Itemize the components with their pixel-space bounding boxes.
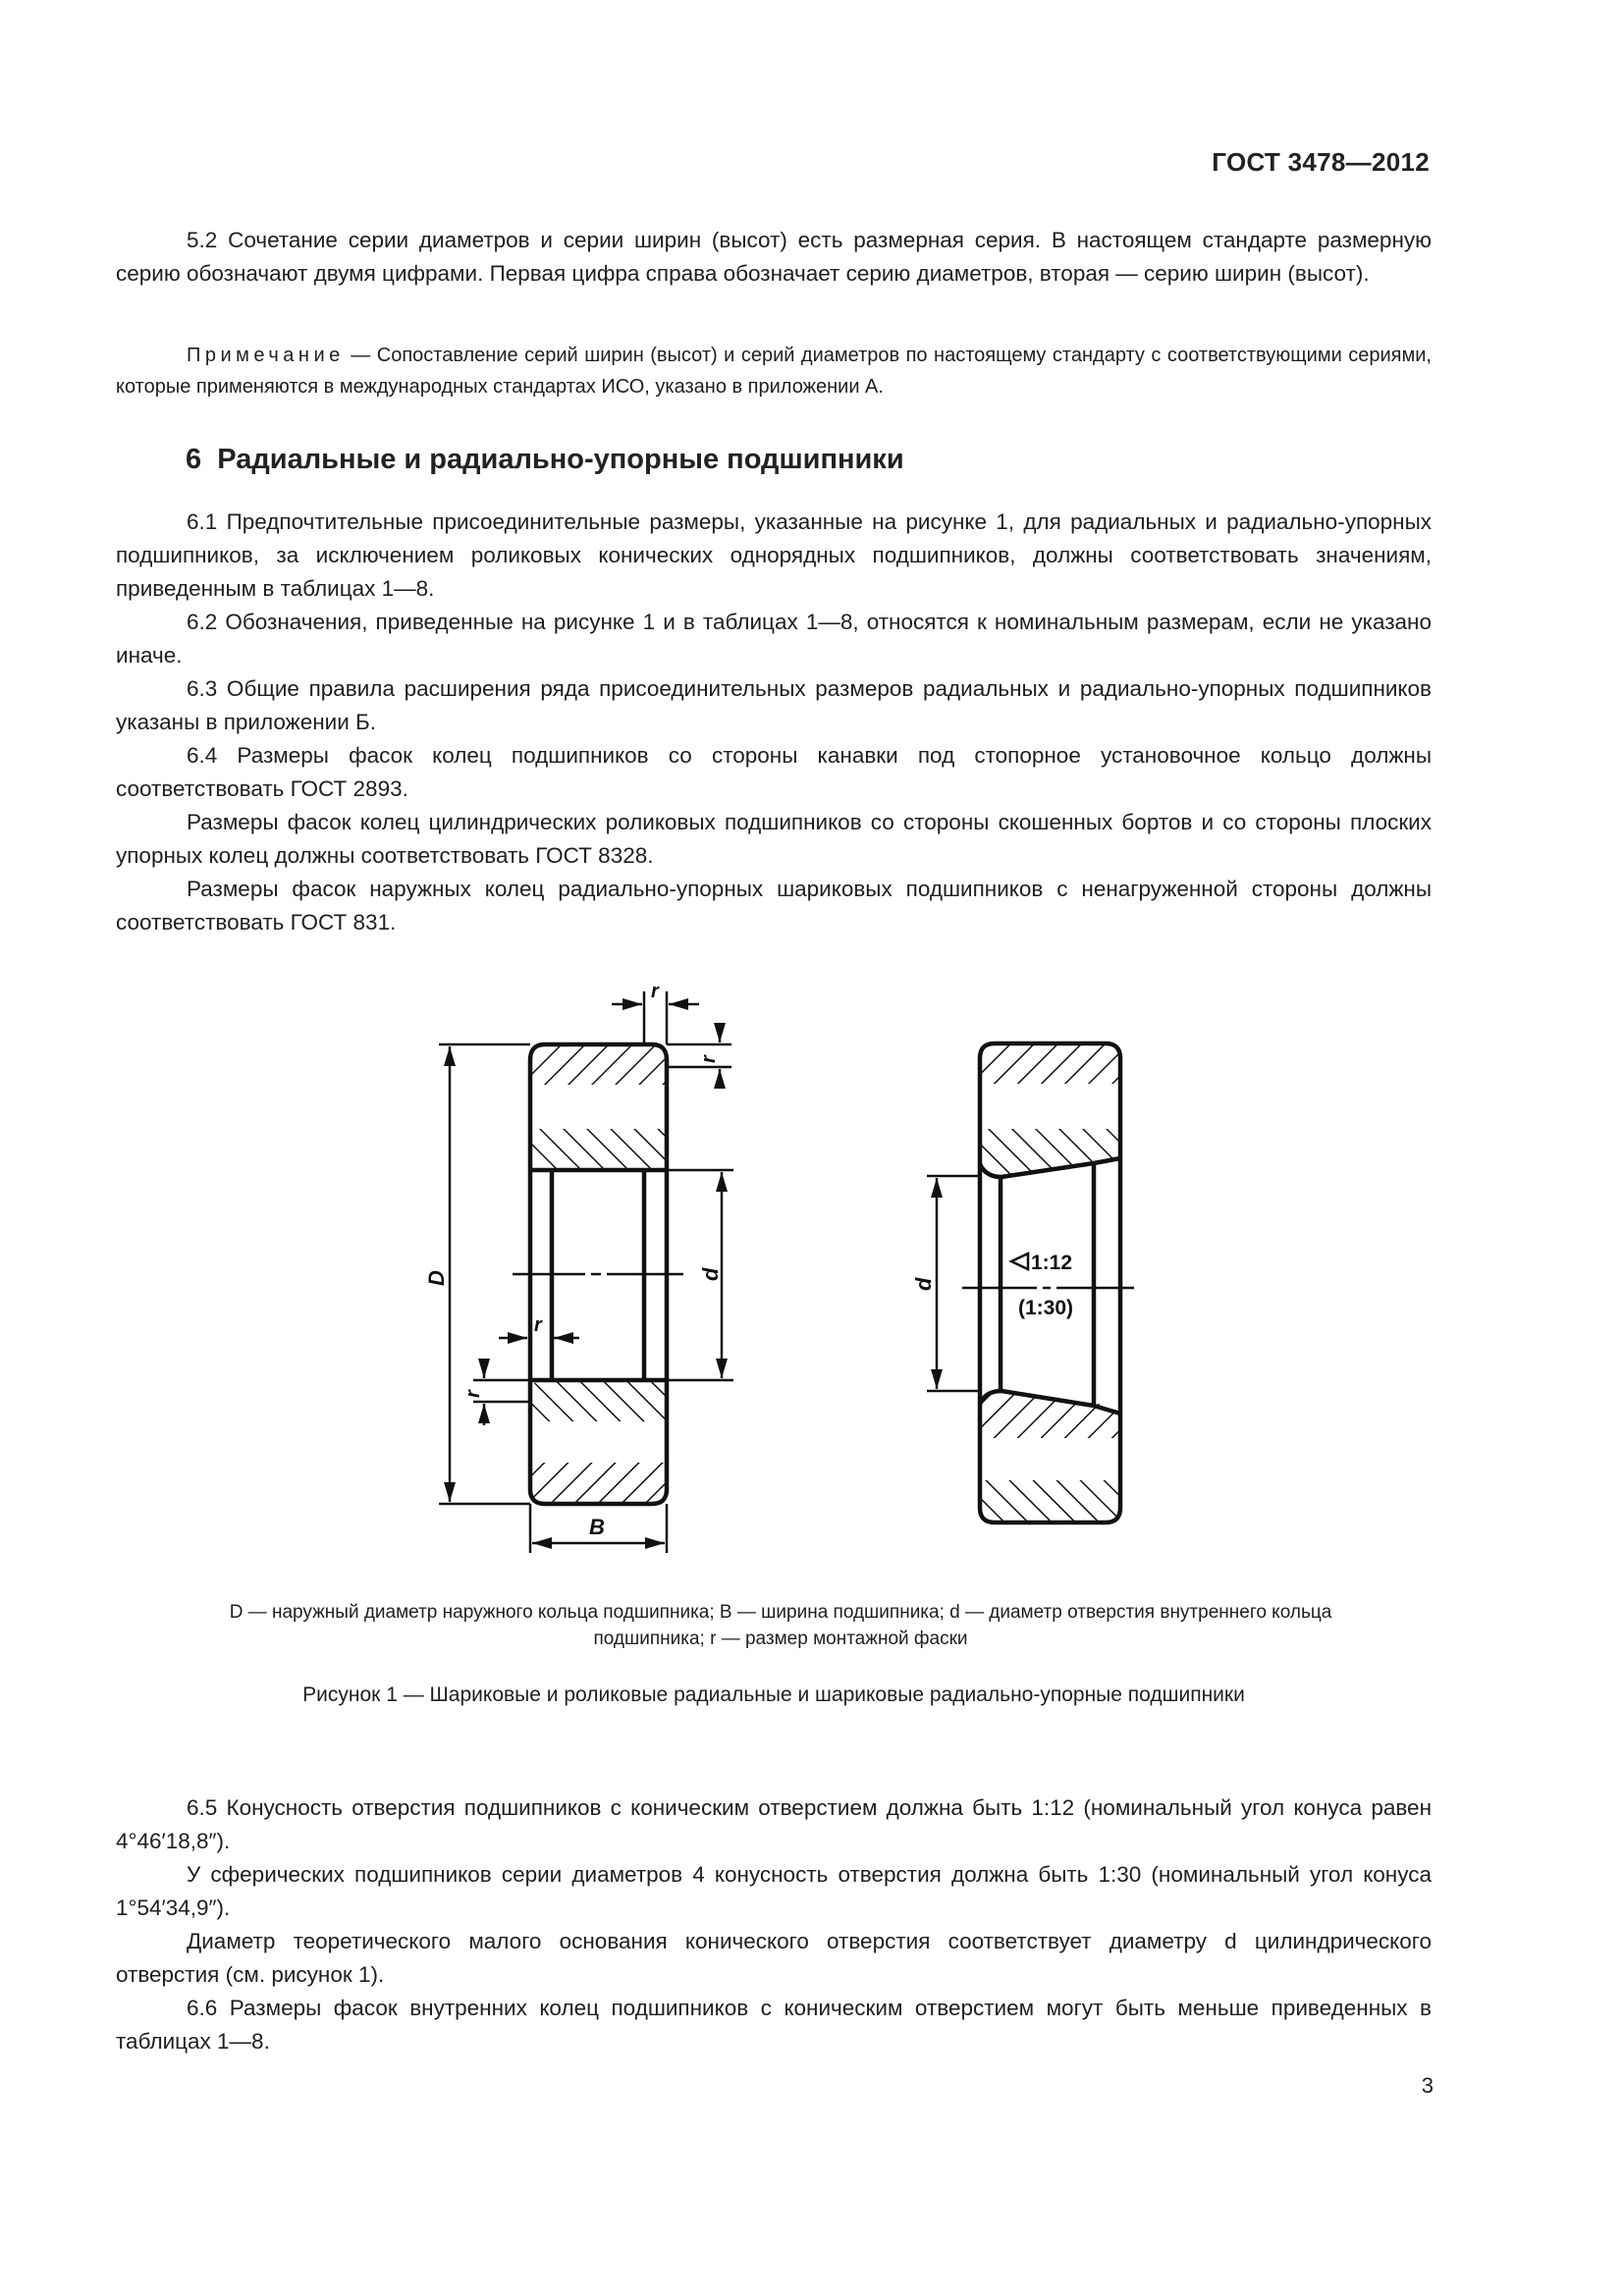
note-label: Примечание [187, 345, 345, 366]
label-d-left: d [698, 1267, 723, 1281]
label-r-top: r [651, 981, 659, 1002]
left-bearing-section [513, 1044, 683, 1504]
paragraph-6-5-b: У сферических подшипников серии диаметров 4 конусность отверстия должна быть 1:30 (номинальный угол конуса 1°54′34,9″). [116, 1862, 1432, 1920]
label-r-left-vertical: r [462, 1390, 484, 1398]
paragraph-6-6: 6.6 Размеры фасок внутренних колец подшипников с коническим отверстием могут быть меньше приведенных в таблицах 1—8. [116, 1996, 1432, 2054]
paragraph-6-1: 6.1 Предпочтительные присоединительные размеры, указанные на рисунке 1, для радиальных и радиально-упорных подшипников, за исключением роликовых конических однорядных подшипников, должны соответствовать значениям, приведенным в таблицах 1—8. [116, 509, 1432, 601]
label-D: D [424, 1270, 449, 1286]
section-6-continued [116, 1791, 1432, 2058]
section-heading: 6 Радиальные и радиально-упорные подшипники [186, 444, 904, 475]
paragraph-6-5-c: Диаметр теоретического малого основания конического отверстия соответствует диаметру d цилиндрического отверстия (см. рисунок 1). [116, 1929, 1432, 1987]
figure-title: Рисунок 1 — Шариковые и роликовые радиальные и шариковые радиально-упорные подшипники [302, 1683, 1245, 1706]
paragraph-6-4: 6.4 Размеры фасок колец подшипников со стороны канавки под стопорное установочное кольцо должны соответствовать ГОСТ 2893. [116, 743, 1432, 801]
right-bearing-section [962, 1043, 1134, 1522]
label-taper: 1:12 [1031, 1252, 1073, 1274]
label-r-right: r [698, 1055, 720, 1063]
paragraph-6-3: 6.3 Общие правила расширения ряда присоединительных размеров радиальных и радиально-упорных подшипников указаны в приложении Б. [116, 676, 1432, 734]
label-d-right: d [911, 1277, 936, 1291]
label-B: B [589, 1515, 605, 1539]
paragraph-6-2: 6.2 Обозначения, приведенные на рисунке 1 и в таблицах 1—8, относятся к номинальным размерам, если не указано иначе. [116, 610, 1432, 667]
page-number: 3 [1421, 2073, 1434, 2098]
legend-line-1: D — наружный диаметр наружного кольца подшипника; B — ширина подшипника; d — диаметр отверстия внутреннего кольца [229, 1602, 1332, 1623]
paragraph-5-2: 5.2 Сочетание серии диаметров и серии ширин (высот) есть размерная серия. В настоящем стандарте размерную серию обозначают двумя цифрами. Первая цифра справа обозначает серию диаметров, вторая — серию ширин (высот). [116, 228, 1432, 286]
figure-legend [123, 1599, 1438, 1652]
paragraph-6-4-c: Размеры фасок наружных колец радиально-упорных шариковых подшипников с ненагруженной стороны должны соответствовать ГОСТ 831. [116, 877, 1432, 934]
document-header: ГОСТ 3478—2012 [1212, 147, 1430, 177]
paragraph-6-4-b: Размеры фасок колец цилиндрических роликовых подшипников со стороны скошенных бортов и со стороны плоских упорных колец должны соответствовать ГОСТ 8328. [116, 810, 1432, 868]
label-taper-alt: (1:30) [1018, 1297, 1074, 1319]
taper-icon [1011, 1254, 1028, 1269]
paragraph-6-5: 6.5 Конусность отверстия подшипников с коническим отверстием должна быть 1:12 (номинальный угол конуса равен 4°46′18,8″). [116, 1795, 1432, 1853]
note-text: — Сопоставление серий ширин (высот) и серий диаметров по настоящему стандарту с соответствующими сериями, которые применяются в международных стандартах ИСО, указано в приложении А. [116, 345, 1432, 398]
legend-line-2: подшипника; r — размер монтажной фаски [593, 1629, 968, 1649]
label-r-left: r [534, 1314, 542, 1336]
